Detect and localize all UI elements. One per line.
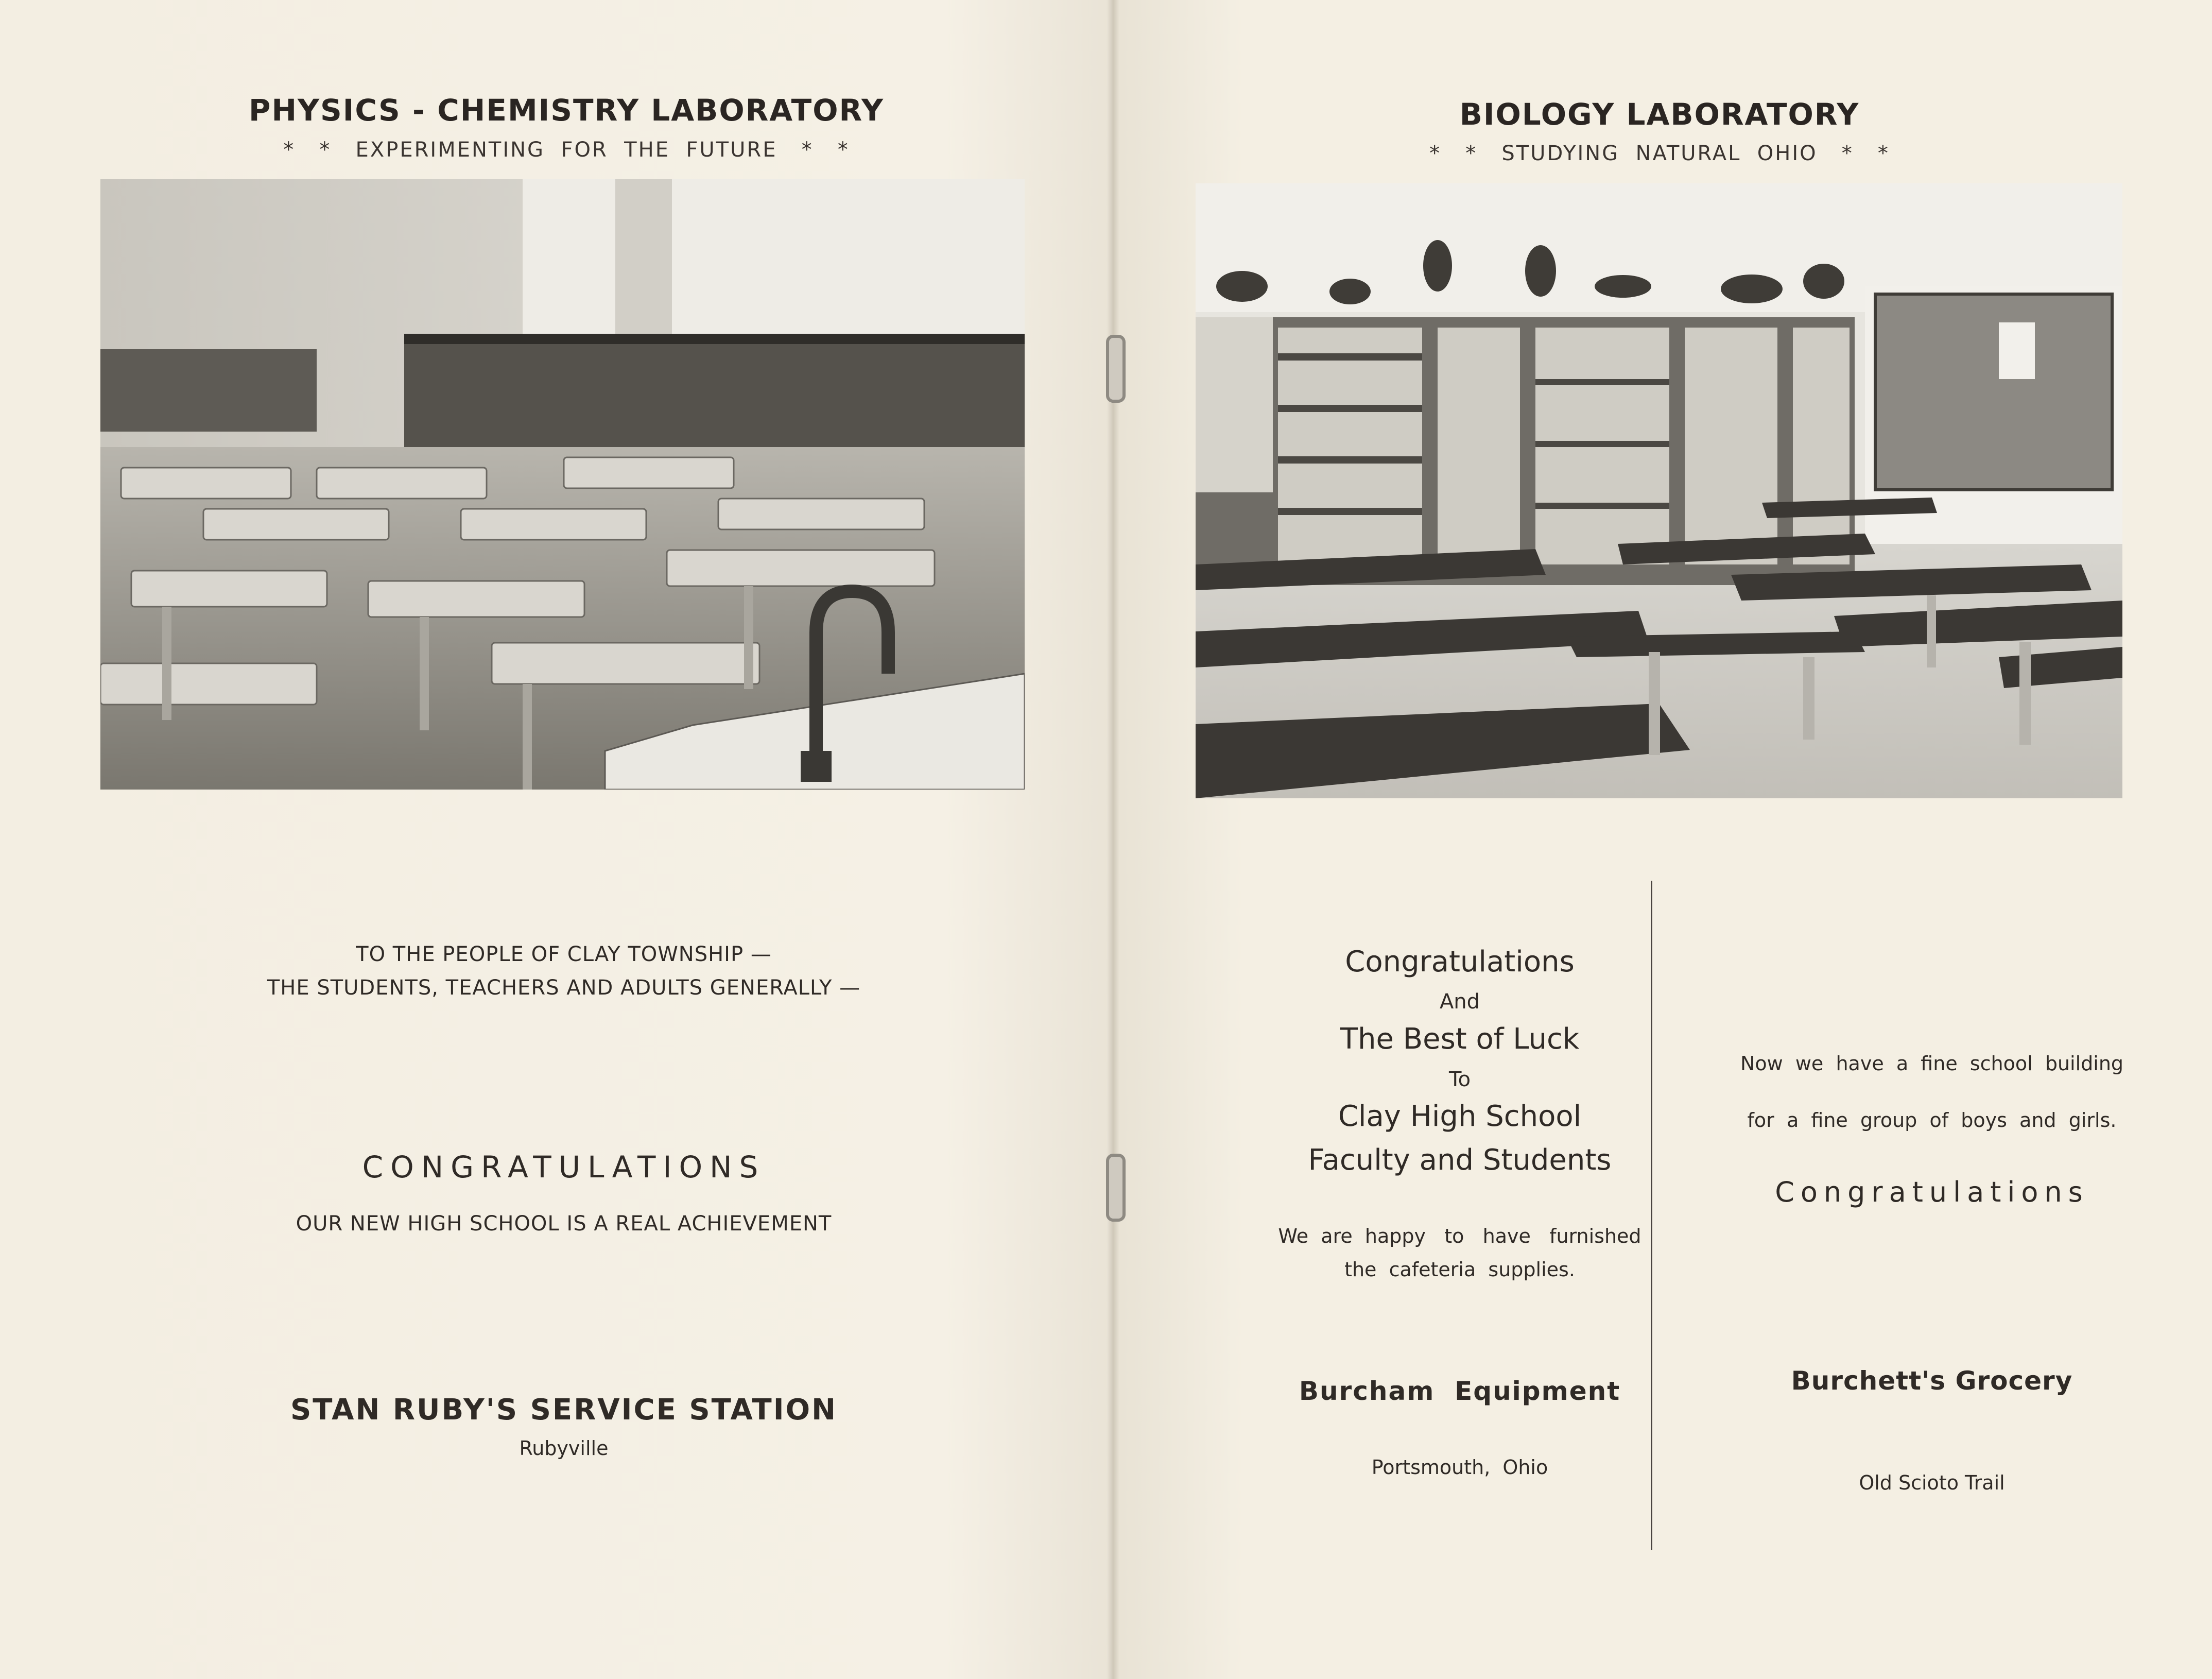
physics-chemistry-title: PHYSICS - CHEMISTRY LABORATORY	[248, 93, 885, 128]
ad2-line-2: for a fine group of boys and girls.	[1747, 1109, 2117, 1132]
ad1-and: And	[1439, 990, 1480, 1014]
ad1-note-line-2: the cafeteria supplies.	[1344, 1258, 1575, 1281]
ad2-sponsor-name: Burchett's Grocery	[1791, 1366, 2073, 1396]
ad2-line-1: Now we have a fine school building	[1740, 1052, 2124, 1075]
biology-lab-title: BIOLOGY LABORATORY	[1459, 97, 1860, 132]
ad1-note-line-1: We are happy to have furnished	[1278, 1225, 1641, 1247]
ad1-congratulations: Congratulations	[1345, 945, 1575, 979]
biology-classroom-illustration	[1196, 183, 2122, 798]
dedication-line-1: TO THE PEOPLE OF CLAY TOWNSHIP —	[356, 943, 772, 966]
ad1-to: To	[1448, 1068, 1471, 1091]
ad1-sponsor-location: Portsmouth, Ohio	[1371, 1456, 1548, 1479]
biology-lab-subtitle: * * STUDYING NATURAL OHIO * *	[1429, 142, 1890, 165]
stan-ruby-sponsor-location: Rubyville	[519, 1437, 609, 1460]
congratulations-heading: CONGRATULATIONS	[362, 1150, 766, 1185]
ad-column-divider	[1651, 881, 1652, 1550]
ad1-faculty-and-students: Faculty and Students	[1308, 1143, 1612, 1177]
ad2-congratulations: Congratulations	[1775, 1176, 2089, 1208]
achievement-line: OUR NEW HIGH SCHOOL IS A REAL ACHIEVEMENT	[296, 1212, 832, 1236]
staple-top	[1106, 335, 1126, 403]
ad1-sponsor-name: Burcham Equipment	[1299, 1376, 1621, 1406]
biology-lab-photo	[1196, 183, 2122, 798]
physics-chemistry-subtitle: * * EXPERIMENTING FOR THE FUTURE * *	[283, 138, 850, 162]
physics-chemistry-lab-photo	[100, 179, 1025, 790]
ad1-clay-high-school: Clay High School	[1338, 1100, 1582, 1133]
ad1-best-of-luck: The Best of Luck	[1340, 1022, 1580, 1056]
lab-classroom-illustration	[100, 179, 1025, 790]
ad2-sponsor-location: Old Scioto Trail	[1859, 1471, 2005, 1494]
staple-bottom	[1106, 1154, 1126, 1222]
right-page	[1112, 0, 2212, 1679]
center-fold	[1107, 0, 1119, 1679]
stan-ruby-sponsor-name: STAN RUBY'S SERVICE STATION	[290, 1393, 838, 1427]
dedication-line-2: THE STUDENTS, TEACHERS AND ADULTS GENERALLY —	[267, 976, 861, 1000]
